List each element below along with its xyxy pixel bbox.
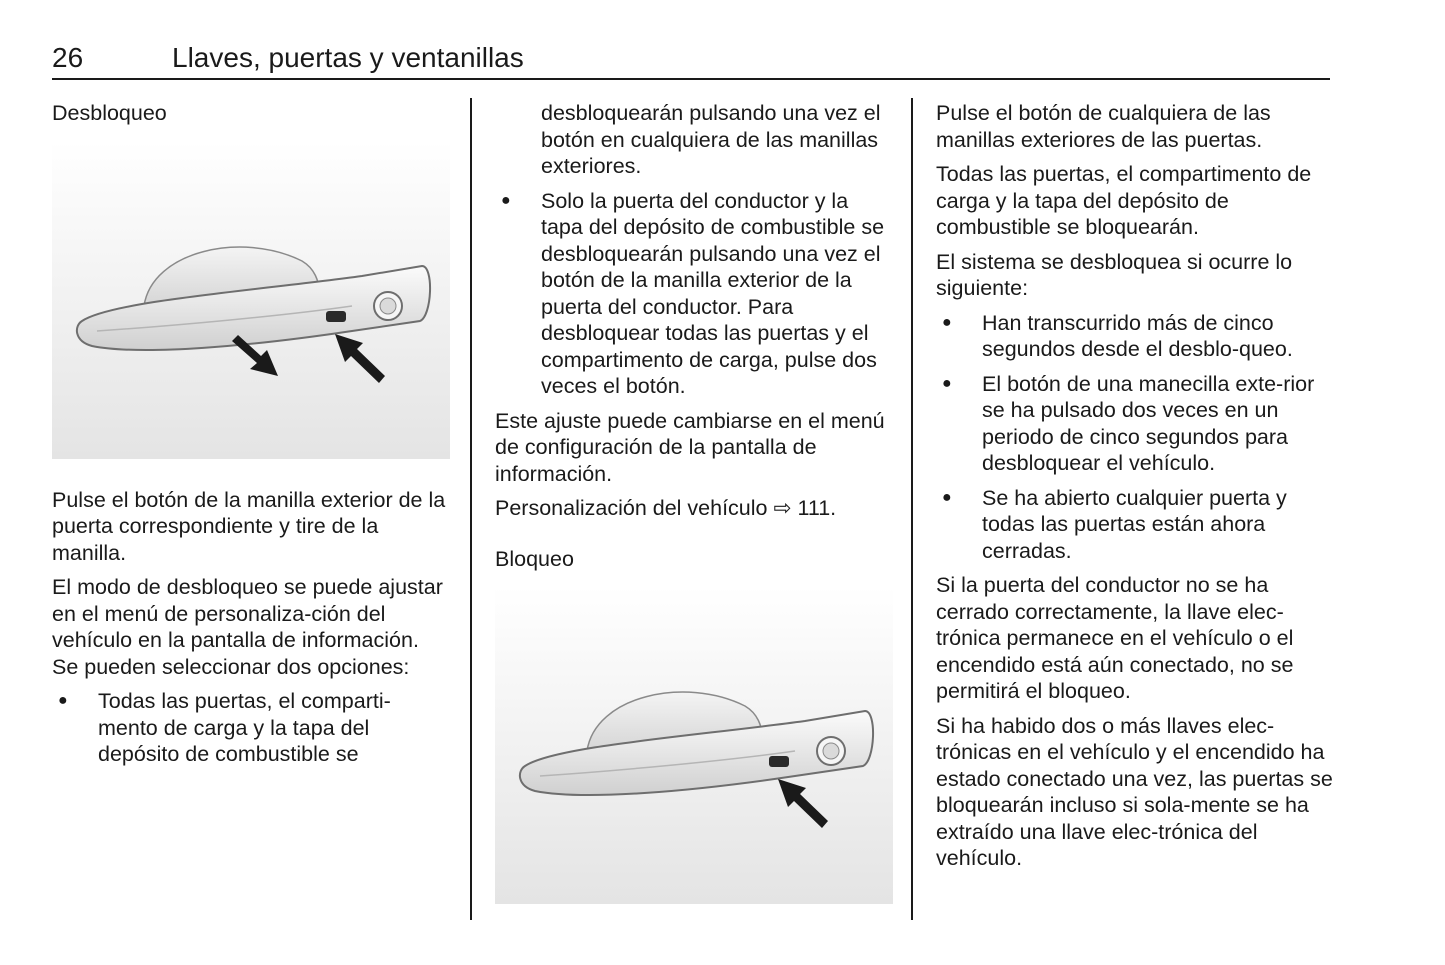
column-2 bbox=[495, 100, 893, 932]
door-handle-unlock-illustration bbox=[52, 141, 450, 459]
list-item: ● Solo la puerta del conductor y la tapa del depósito de combustible se desbloquearán pulsando una vez el botón de la manilla exterior de la puerta del conductor. Para desbloquear todas las puertas y el compartimento de carga, pulse dos veces el botón. bbox=[495, 188, 893, 400]
bullet-list bbox=[52, 688, 450, 768]
column-divider bbox=[470, 98, 472, 920]
paragraph: Este ajuste puede cambiarse en el menú de configuración de la pantalla de información. bbox=[495, 408, 885, 486]
list-item: ● Han transcurrido más de cinco segundos desde el desblo-queo. bbox=[936, 310, 1334, 363]
xref-page: 111. bbox=[797, 496, 837, 520]
list-item: ● Se ha abierto cualquier puerta y todas las puertas están ahora cerradas. bbox=[936, 485, 1334, 565]
paragraph: Si ha habido dos o más llaves elec-trónicas en el vehículo y el encendido ha estado conectado una vez, las puertas se bloquearán incluso si sola-mente se ha extraído una llave elec-trónica del vehículo. bbox=[936, 713, 1333, 870]
paragraph: Pulse el botón de la manilla exterior de la puerta correspondiente y tire de la manilla. bbox=[52, 487, 446, 565]
paragraph: Todas las puertas, el compartimento de carga y la tapa del depósito de combustible se bloquearán. bbox=[936, 162, 1312, 239]
list-item: ● El botón de una manecilla exte-rior se ha pulsado dos veces en un periodo de cinco segundos para desbloquear el vehículo. bbox=[936, 371, 1334, 477]
section-heading-bloqueo: Bloqueo bbox=[495, 546, 574, 571]
paragraph: El modo de desbloqueo se puede ajustar en el menú de personaliza-ción del vehículo en la pantalla de información. Se pueden seleccionar dos opciones: bbox=[52, 575, 443, 679]
column-divider bbox=[911, 98, 913, 920]
bullet-list bbox=[936, 310, 1334, 565]
page-number: 26 bbox=[52, 42, 84, 73]
list-item-continuation: desbloquearán pulsando una vez el botón en cualquiera de las manillas exteriores. bbox=[541, 101, 881, 178]
cross-reference bbox=[495, 495, 893, 522]
paragraph: Pulse el botón de cualquiera de las manillas exteriores de las puertas. bbox=[936, 101, 1271, 152]
door-handle-lock-illustration bbox=[495, 586, 893, 904]
bullet-list bbox=[495, 188, 893, 400]
xref-text: Personalización del vehículo bbox=[495, 496, 768, 520]
paragraph: El sistema se desbloquea si ocurre lo siguiente: bbox=[936, 249, 1293, 300]
page-header bbox=[52, 40, 1330, 80]
paragraph: Si la puerta del conductor no se ha cerrado correctamente, la llave elec-trónica permanece en el vehículo o el encendido está aún conectado, no se permitirá el bloqueo. bbox=[936, 573, 1294, 703]
section-heading-desbloqueo: Desbloqueo bbox=[52, 101, 167, 125]
xref-arrow-icon: ⇨ bbox=[773, 496, 792, 520]
list-item: ● Todas las puertas, el comparti-mento de carga y la tapa del depósito de combustible se bbox=[52, 688, 450, 768]
column-1 bbox=[52, 100, 450, 776]
column-3 bbox=[936, 100, 1334, 880]
chapter-title: Llaves, puertas y ventanillas bbox=[172, 42, 524, 73]
